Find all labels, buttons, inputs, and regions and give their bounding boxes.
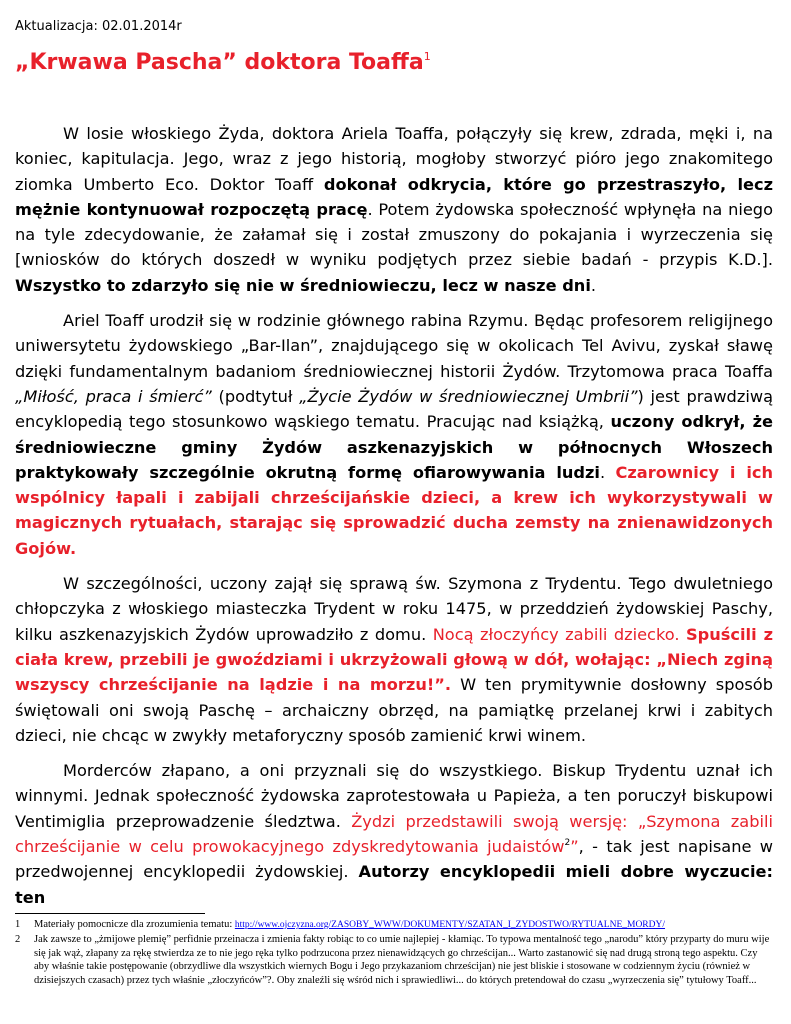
text-run: ) jest prawdziwą encyklopedią tego stosunkowo wąskiego tematu. Pracując nad książką, (15, 386, 773, 432)
bold-text: Wszystko to zdarzyło się nie w średniowieczu, lecz w nasze dni (15, 275, 591, 295)
italic-text: „Życie Żydów w średniowiecznej Umbrii” (299, 386, 638, 406)
bold-text: uczony odkrył, że średniowieczne gminy Żydów aszkenazyjskich w północnych Włoszech praktykowały szczególnie okrutną formę ofiarowywania ludzi (15, 412, 773, 482)
paragraph-2 (15, 308, 773, 561)
text-run: Morderców złapano, a oni przyznali się do wszystkiego. Biskup Trydentu uznał ich winnymi. Jednak społeczność żydowska zaprotestowała u Papieża, a ten poruczył biskupowi Ventimiglia przeprowadzenie śledztwa. (15, 761, 773, 831)
text-run: Ariel Toaff urodził się w rodzinie głównego rabina Rzymu. Będąc profesorem religijnego uniwersytetu żydowskiego „Bar-Ilan”, znajdującego się w okolicach Tel Avivu, zyskał sławę dzięki fundamentalnym badaniom średniowiecznej historii Żydów. Trzytomowa praca Toaffa (15, 311, 773, 381)
footnote-ref[interactable]: 2 (564, 838, 571, 849)
paragraph-1 (15, 121, 773, 298)
bold-red-text: Czarownicy i ich wspólnicy łapali i zabijali chrześcijańskie dzieci, a krew ich wykorzystywali w magicznych rytuałach, starając się sprowadzić ducha zemsty na znienawidzonych Gojów. (15, 462, 773, 558)
page-title (15, 50, 431, 75)
bold-text: dokonał odkrycia, które go przestraszyło, lecz mężnie kontynuował rozpoczętą pracę (15, 174, 773, 219)
red-text: Nocą złoczyńcy zabili dziecko. (432, 624, 686, 644)
italic-text: „Miłość, praca i śmierć” (15, 386, 212, 406)
text-run: . (599, 462, 616, 482)
text-run: . (590, 275, 597, 295)
text-run: . Potem żydowska społeczność wpłynęła na niego na tyle zdecydowanie, że załamał się i został zmuszony do pokajania i wyrzeczenia się [wniosków do których doszedł w wyniku podjętych przez siebie badań - przypis K.D.]. (15, 199, 773, 270)
paragraph-3 (15, 571, 773, 748)
update-date-line: Aktualizacja: 02.01.2014r (15, 19, 182, 34)
bold-red-text: Spuścili z ciała krew, przebili je gwoździami i ukrzyżowali głową w dół, wołając: „Niech zginą wszyscy chrześcijanie na lądzie i na morzu!”. (15, 624, 773, 695)
title-footnote-ref[interactable]: 1 (423, 50, 431, 63)
bold-text: Autorzy encyklopedii mieli dobre wyczucie: ten (15, 862, 773, 907)
article-body (15, 121, 773, 907)
footnote-separator (15, 913, 205, 914)
footnote-1 (15, 918, 773, 933)
footnote-text: Materiały pomocnicze dla zrozumienia tematu: (34, 919, 235, 930)
paragraph-4 (15, 758, 773, 907)
footnote-number: 1 (15, 919, 21, 930)
page-title-text: „Krwawa Pascha” doktora Toaffa (15, 50, 424, 75)
footnote-text: Jak zawsze to „żmijowe plemię” perfidnie przeinacza i zmienia fakty robiąc to co umie najlepiej - kłamiąc. To typowa mentalność tego „narodu” który przyparty do muru wije się jak wąż, złapany za rękę stwierdza ze to nie jego ręka tylko podrzucona przez nienawidzących go chrześcijan... Warto zastanowić się nad drugą stroną tego aspektu. Czy aby właśnie takie postępowanie (obrzydliwe dla wszystkich wiernych Bogu i Jego przykazaniom chrześcijan) nie jest bliskie i stosowane w codziennym życiu (również w dzisiejszych czasach) przez tych właśnie „złoczyńców”?. Oby znaleźli się wśród nich i sprawiedliwi... do których pretendował do czasu „wyrzeczenia się” tytułowy Toaff... (34, 933, 770, 987)
text-run: W szczególności, uczony zajął się sprawą św. Szymona z Trydentu. Tego dwuletniego chłopczyka z włoskiego miasteczka Trydent w roku 1475, w przeddzień żydowskiej Paschy, kilku aszkenazyjskich Żydów uprowadziło z domu. (15, 574, 773, 644)
red-text: Żydzi przedstawili swoją wersję: „Szymona zabili chrześcijanie w celu prowokacyjnego zdyskredytowania judaistów (15, 811, 773, 857)
footnote-2 (15, 933, 773, 988)
text-run: W losie włoskiego Żyda, doktora Ariela Toaffa, połączyły się krew, zdrada, męki i, na koniec, kapitulacja. Jego, wraz z jego historią, mogłoby stworzyć pióro jego znakomitego ziomka Umberto Eco. Doktor Toaff (15, 124, 773, 194)
text-run: W ten prymitywnie dosłowny sposób świętowali oni swoją Paschę – archaiczny obrzęd, na pamiątkę przelanej krwi i zabitych dzieci, nie chcąc w zwykły metaforyczny sposób zamienić krwi winem. (15, 675, 773, 745)
red-text: ” (570, 837, 579, 857)
footnote-number: 2 (15, 933, 21, 945)
text-run: (podtytuł (211, 386, 300, 406)
footnotes (15, 918, 773, 988)
text-run: , - tak jest napisane w przedwojennej encyklopedii żydowskiej. (15, 837, 773, 882)
footnote-link[interactable]: http://www.ojczyzna.org/ZASOBY_WWW/DOKUMENTY/SZATAN_I_ZYDOSTWO/RYTUALNE_MORDY/ (234, 920, 666, 930)
